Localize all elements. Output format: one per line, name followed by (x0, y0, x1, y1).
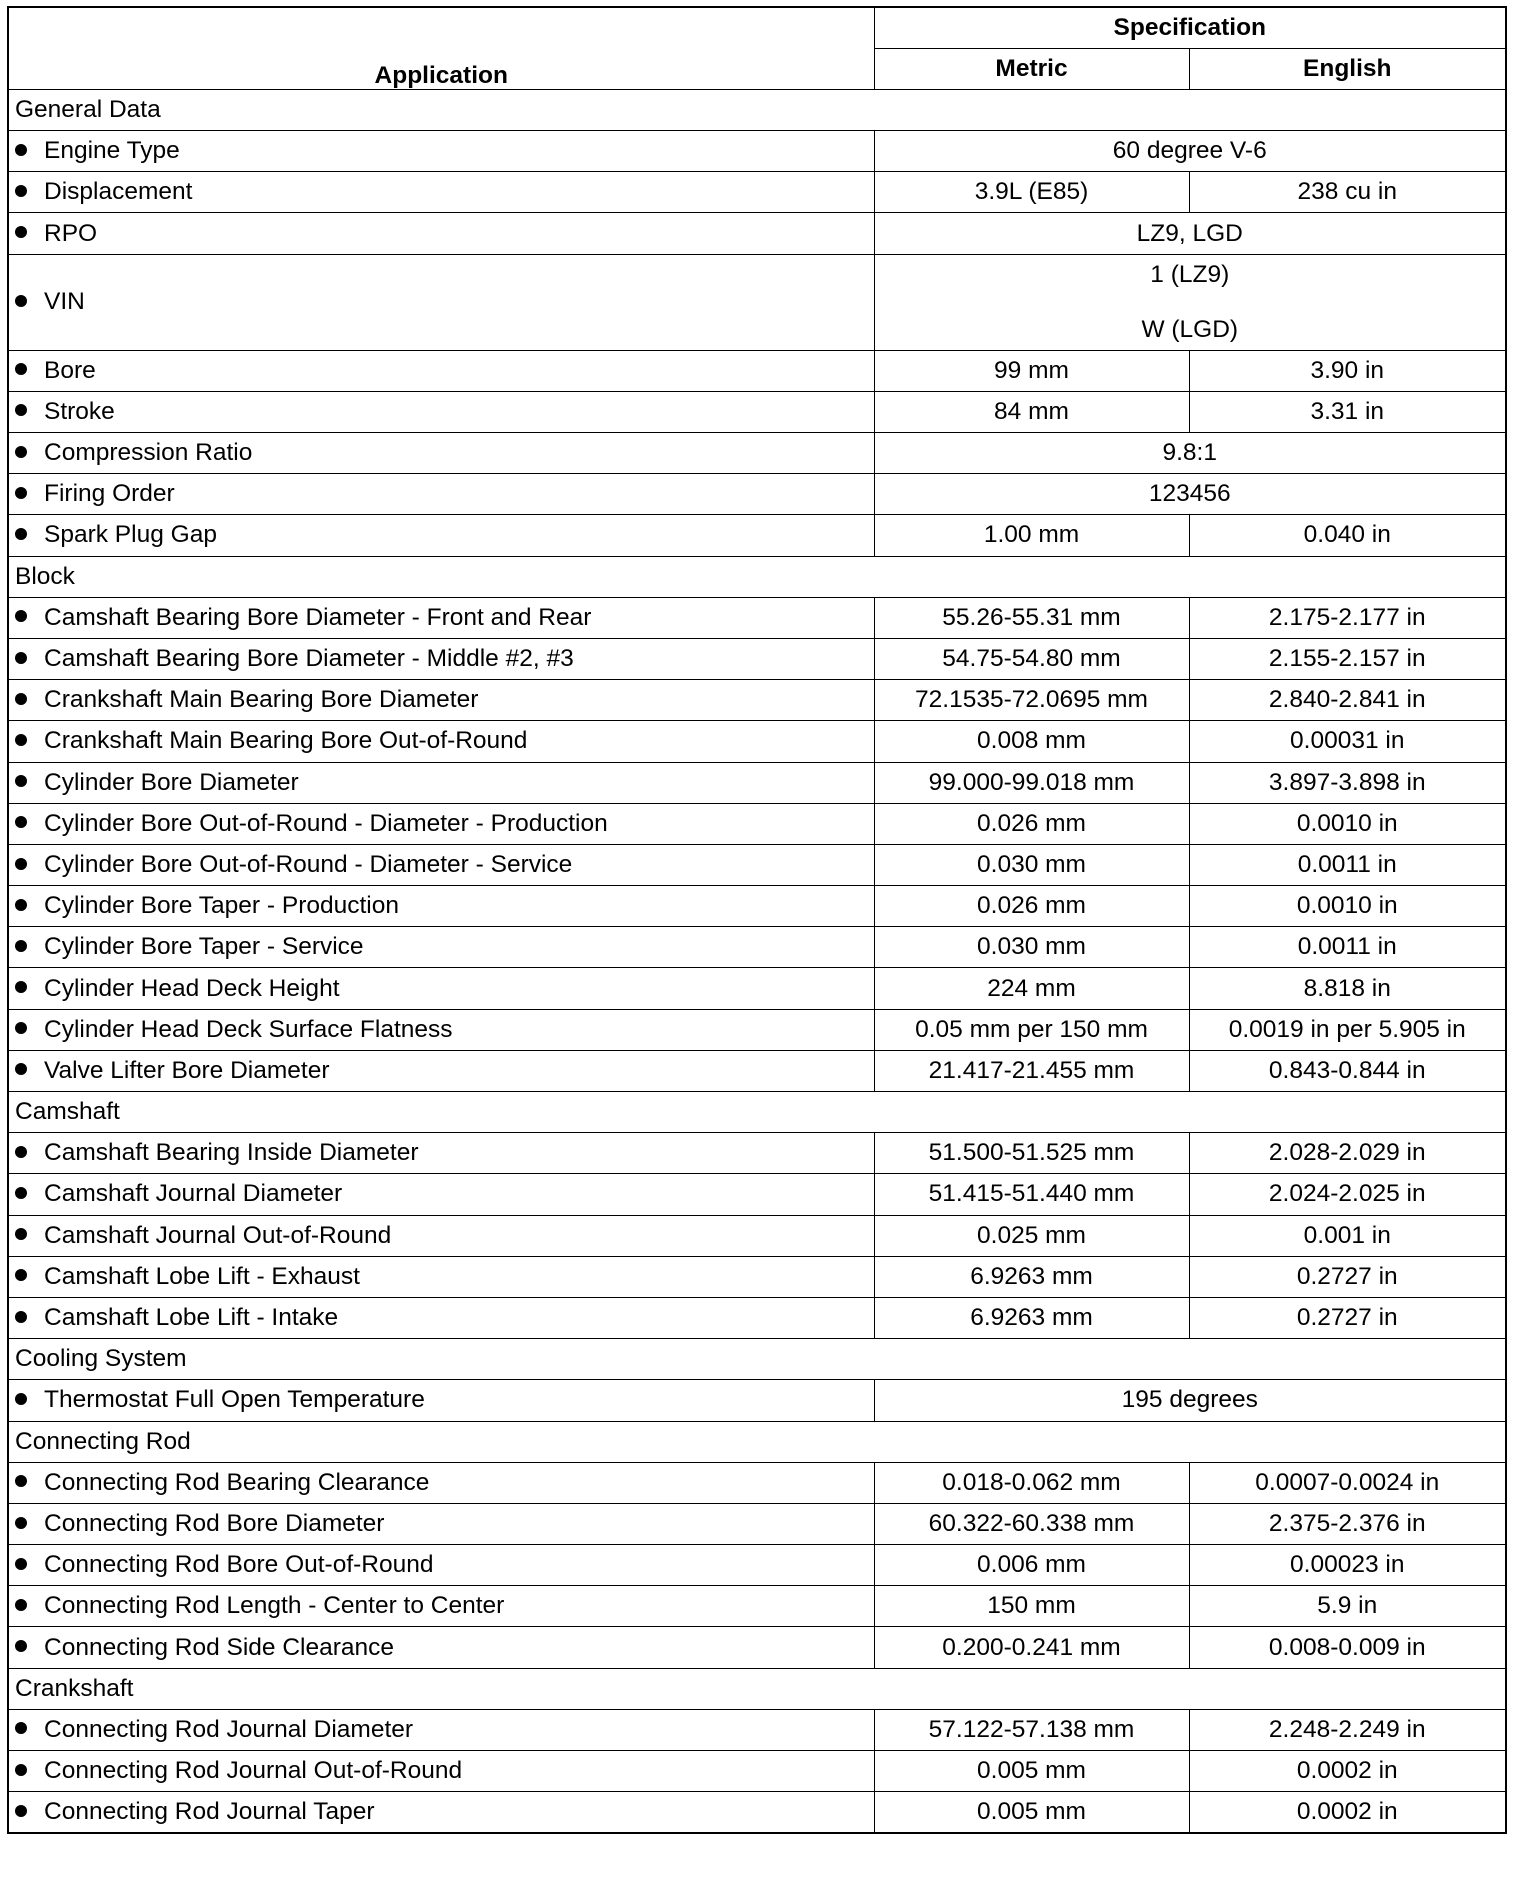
spec-row (8, 1627, 1506, 1668)
bullet-icon (15, 1599, 27, 1611)
bullet-icon (15, 1805, 27, 1817)
spec-value-line: 1 (LZ9) (1150, 260, 1230, 288)
spec-row (8, 1009, 1506, 1050)
spec-row (8, 1792, 1506, 1833)
spec-label-cell (8, 1133, 874, 1174)
specification-column-header: Specification (874, 7, 1506, 48)
spec-value-combined: 60 degree V-6 (874, 131, 1506, 172)
section-row (8, 1421, 1506, 1462)
spec-label: Camshaft Journal Out-of-Round (44, 1221, 392, 1249)
spec-label-cell (8, 886, 874, 927)
spec-value-english: 0.843-0.844 in (1189, 1050, 1506, 1091)
spec-label-cell (8, 1215, 874, 1256)
spec-value-english: 2.155-2.157 in (1189, 638, 1506, 679)
spec-value-combined: 123456 (874, 474, 1506, 515)
spec-label: RPO (44, 219, 98, 247)
spec-row (8, 1297, 1506, 1338)
spec-row (8, 968, 1506, 1009)
spec-label: Bore (44, 356, 96, 384)
spec-value-metric: 0.030 mm (874, 927, 1189, 968)
bullet-icon (15, 775, 27, 787)
spec-value-metric: 0.018-0.062 mm (874, 1462, 1189, 1503)
spec-label-cell (8, 721, 874, 762)
spec-label-cell (8, 391, 874, 432)
spec-label-cell (8, 213, 874, 254)
spec-label: Connecting Rod Length - Center to Center (44, 1592, 505, 1620)
spec-value-english: 0.0007-0.0024 in (1189, 1462, 1506, 1503)
section-title: Cooling System (8, 1339, 1506, 1380)
spec-label: Cylinder Bore Taper - Production (44, 892, 399, 920)
bullet-icon (15, 363, 27, 375)
spec-value-english: 0.0010 in (1189, 886, 1506, 927)
spec-value-english: 3.31 in (1189, 391, 1506, 432)
spec-label: Connecting Rod Journal Diameter (44, 1715, 414, 1743)
section-title: Connecting Rod (8, 1421, 1506, 1462)
bullet-icon (15, 940, 27, 952)
spec-value-combined (874, 254, 1506, 350)
spec-label: Compression Ratio (44, 439, 253, 467)
section-title: Crankshaft (8, 1668, 1506, 1709)
bullet-icon (15, 144, 27, 156)
spec-label: VIN (44, 288, 85, 316)
spec-label: Camshaft Journal Diameter (44, 1180, 343, 1208)
spec-label: Camshaft Bearing Bore Diameter - Middle #2, #3 (44, 645, 574, 673)
bullet-icon (15, 1475, 27, 1487)
spec-label: Cylinder Bore Out-of-Round - Diameter - Service (44, 850, 573, 878)
spec-value-line: W (LGD) (1141, 315, 1239, 343)
bullet-icon (15, 693, 27, 705)
spec-row (8, 1174, 1506, 1215)
spec-value-metric: 99 mm (874, 350, 1189, 391)
spec-value-metric: 21.417-21.455 mm (874, 1050, 1189, 1091)
spec-value-english: 2.248-2.249 in (1189, 1709, 1506, 1750)
spec-label: Spark Plug Gap (44, 521, 217, 549)
spec-label-cell (8, 1297, 874, 1338)
spec-row (8, 1256, 1506, 1297)
bullet-icon (15, 899, 27, 911)
spec-value-metric: 55.26-55.31 mm (874, 597, 1189, 638)
spec-label: Camshaft Bearing Inside Diameter (44, 1139, 419, 1167)
english-column-header: English (1189, 48, 1506, 89)
spec-value-english: 2.024-2.025 in (1189, 1174, 1506, 1215)
spec-label-cell (8, 1545, 874, 1586)
spec-row (8, 1215, 1506, 1256)
bullet-icon (15, 610, 27, 622)
bullet-icon (15, 1063, 27, 1075)
spec-value-english: 0.2727 in (1189, 1256, 1506, 1297)
spec-row (8, 1503, 1506, 1544)
spec-value-combined: 195 degrees (874, 1380, 1506, 1421)
spec-row (8, 515, 1506, 556)
spec-label: Camshaft Lobe Lift - Exhaust (44, 1262, 360, 1290)
spec-value-english: 0.001 in (1189, 1215, 1506, 1256)
table-body (8, 89, 1506, 1833)
bullet-icon (15, 446, 27, 458)
spec-row (8, 886, 1506, 927)
spec-value-english: 0.0011 in (1189, 844, 1506, 885)
bullet-icon (15, 816, 27, 828)
spec-label-cell (8, 927, 874, 968)
spec-value-english: 3.90 in (1189, 350, 1506, 391)
bullet-icon (15, 1722, 27, 1734)
spec-value-metric: 150 mm (874, 1586, 1189, 1627)
spec-label: Cylinder Bore Out-of-Round - Diameter - Production (44, 809, 608, 837)
spec-value-english: 2.028-2.029 in (1189, 1133, 1506, 1174)
spec-label-cell (8, 1627, 874, 1668)
spec-row (8, 803, 1506, 844)
spec-label: Cylinder Head Deck Height (44, 974, 340, 1002)
spec-value-english: 238 cu in (1189, 172, 1506, 213)
spec-value-combined: 9.8:1 (874, 433, 1506, 474)
spec-row (8, 474, 1506, 515)
spec-value-english: 0.0019 in per 5.905 in (1189, 1009, 1506, 1050)
spec-value-metric: 51.500-51.525 mm (874, 1133, 1189, 1174)
bullet-icon (15, 528, 27, 540)
spec-label-cell (8, 597, 874, 638)
spec-label-cell (8, 1709, 874, 1750)
spec-value-metric: 0.030 mm (874, 844, 1189, 885)
spec-value-metric: 3.9L (E85) (874, 172, 1189, 213)
spec-label-cell (8, 680, 874, 721)
spec-label: Thermostat Full Open Temperature (44, 1386, 425, 1414)
spec-row (8, 1545, 1506, 1586)
spec-label: Crankshaft Main Bearing Bore Out-of-Round (44, 727, 528, 755)
spec-value-english: 2.175-2.177 in (1189, 597, 1506, 638)
spec-value-metric: 0.025 mm (874, 1215, 1189, 1256)
spec-value-english: 0.2727 in (1189, 1297, 1506, 1338)
spec-label: Connecting Rod Bore Diameter (44, 1509, 385, 1537)
spec-label-cell (8, 131, 874, 172)
spec-value-metric: 0.026 mm (874, 803, 1189, 844)
spec-label-cell (8, 1792, 874, 1833)
spec-label: Connecting Rod Journal Out-of-Round (44, 1757, 463, 1785)
spec-row (8, 1709, 1506, 1750)
bullet-icon (15, 1764, 27, 1776)
section-row (8, 1668, 1506, 1709)
spec-value-metric: 54.75-54.80 mm (874, 638, 1189, 679)
spec-label-cell (8, 968, 874, 1009)
bullet-icon (15, 487, 27, 499)
spec-label: Camshaft Bearing Bore Diameter - Front and Rear (44, 603, 592, 631)
spec-label: Connecting Rod Side Clearance (44, 1633, 395, 1661)
application-column-header: Application (8, 7, 874, 89)
bullet-icon (15, 981, 27, 993)
spec-value-metric: 57.122-57.138 mm (874, 1709, 1189, 1750)
spec-label: Connecting Rod Bearing Clearance (44, 1468, 430, 1496)
spec-value-combined: LZ9, LGD (874, 213, 1506, 254)
spec-value-metric: 84 mm (874, 391, 1189, 432)
spec-row (8, 680, 1506, 721)
spec-label: Connecting Rod Journal Taper (44, 1798, 375, 1826)
spec-label-cell (8, 1174, 874, 1215)
table-header (8, 7, 1506, 89)
bullet-icon (15, 1228, 27, 1240)
spec-value-metric: 51.415-51.440 mm (874, 1174, 1189, 1215)
bullet-icon (15, 734, 27, 746)
engine-specification-table (7, 6, 1507, 1834)
spec-value-metric: 0.200-0.241 mm (874, 1627, 1189, 1668)
spec-label: Cylinder Head Deck Surface Flatness (44, 1015, 453, 1043)
spec-label-cell (8, 1586, 874, 1627)
spec-label-cell (8, 1462, 874, 1503)
spec-value-metric: 0.008 mm (874, 721, 1189, 762)
spec-label-cell (8, 474, 874, 515)
spec-value-metric: 6.9263 mm (874, 1297, 1189, 1338)
spec-label-cell (8, 762, 874, 803)
spec-label: Valve Lifter Bore Diameter (44, 1056, 330, 1084)
spec-row (8, 1462, 1506, 1503)
spec-value-metric: 1.00 mm (874, 515, 1189, 556)
section-title: General Data (8, 89, 1506, 130)
spec-row (8, 1751, 1506, 1792)
spec-value-english: 0.00031 in (1189, 721, 1506, 762)
spec-row (8, 762, 1506, 803)
spec-row (8, 254, 1506, 350)
bullet-icon (15, 404, 27, 416)
bullet-icon (15, 1311, 27, 1323)
spec-label: Cylinder Bore Taper - Service (44, 933, 364, 961)
spec-value-metric: 0.005 mm (874, 1751, 1189, 1792)
bullet-icon (15, 1393, 27, 1405)
section-row (8, 1092, 1506, 1133)
spec-label-cell (8, 1050, 874, 1091)
spec-label-cell (8, 638, 874, 679)
spec-value-english: 0.008-0.009 in (1189, 1627, 1506, 1668)
spec-label: Crankshaft Main Bearing Bore Diameter (44, 686, 479, 714)
spec-row (8, 721, 1506, 762)
spec-row (8, 350, 1506, 391)
spec-value-english: 0.0010 in (1189, 803, 1506, 844)
spec-value-english: 2.375-2.376 in (1189, 1503, 1506, 1544)
spec-label-cell (8, 803, 874, 844)
spec-row (8, 638, 1506, 679)
section-row (8, 1339, 1506, 1380)
spec-value-metric: 0.006 mm (874, 1545, 1189, 1586)
bullet-icon (15, 1187, 27, 1199)
bullet-icon (15, 1517, 27, 1529)
spec-value-metric: 6.9263 mm (874, 1256, 1189, 1297)
spec-label-cell (8, 1256, 874, 1297)
spec-value-english: 5.9 in (1189, 1586, 1506, 1627)
bullet-icon (15, 1558, 27, 1570)
spec-label: Camshaft Lobe Lift - Intake (44, 1304, 339, 1332)
section-title: Camshaft (8, 1092, 1506, 1133)
spec-label: Stroke (44, 397, 115, 425)
spec-label-cell (8, 433, 874, 474)
spec-row (8, 844, 1506, 885)
bullet-icon (15, 1269, 27, 1281)
spec-value-english: 2.840-2.841 in (1189, 680, 1506, 721)
spec-row (8, 927, 1506, 968)
spec-value-metric: 0.05 mm per 150 mm (874, 1009, 1189, 1050)
spec-value-english: 0.0002 in (1189, 1792, 1506, 1833)
metric-column-header: Metric (874, 48, 1189, 89)
bullet-icon (15, 1640, 27, 1652)
spec-value-metric: 72.1535-72.0695 mm (874, 680, 1189, 721)
spec-value-metric: 0.005 mm (874, 1792, 1189, 1833)
spec-label-cell (8, 254, 874, 350)
bullet-icon (15, 1022, 27, 1034)
spec-label: Connecting Rod Bore Out-of-Round (44, 1551, 434, 1579)
section-row (8, 556, 1506, 597)
spec-row (8, 433, 1506, 474)
bullet-icon (15, 226, 27, 238)
spec-row (8, 597, 1506, 638)
spec-value-metric: 60.322-60.338 mm (874, 1503, 1189, 1544)
spec-row (8, 1380, 1506, 1421)
spec-label-cell (8, 844, 874, 885)
spec-label: Cylinder Bore Diameter (44, 768, 299, 796)
spec-label: Firing Order (44, 480, 175, 508)
spec-label: Engine Type (44, 137, 180, 165)
bullet-icon (15, 295, 27, 307)
spec-row (8, 1133, 1506, 1174)
spec-label-cell (8, 1751, 874, 1792)
spec-row (8, 1586, 1506, 1627)
spec-row (8, 213, 1506, 254)
spec-row (8, 172, 1506, 213)
spec-value-english: 0.0002 in (1189, 1751, 1506, 1792)
spec-value-english: 3.897-3.898 in (1189, 762, 1506, 803)
spec-label-cell (8, 350, 874, 391)
spec-label-cell (8, 1503, 874, 1544)
spec-value-english: 0.0011 in (1189, 927, 1506, 968)
spec-value-metric: 99.000-99.018 mm (874, 762, 1189, 803)
spec-label-cell (8, 1380, 874, 1421)
bullet-icon (15, 652, 27, 664)
bullet-icon (15, 1146, 27, 1158)
spec-label: Displacement (44, 178, 193, 206)
spec-row (8, 131, 1506, 172)
spec-value-metric: 224 mm (874, 968, 1189, 1009)
spec-value-english: 8.818 in (1189, 968, 1506, 1009)
bullet-icon (15, 858, 27, 870)
section-title: Block (8, 556, 1506, 597)
spec-label-cell (8, 1009, 874, 1050)
spec-value-english: 0.040 in (1189, 515, 1506, 556)
section-row (8, 89, 1506, 130)
spec-value-metric: 0.026 mm (874, 886, 1189, 927)
spec-label-cell (8, 515, 874, 556)
spec-row (8, 391, 1506, 432)
header-row-top (8, 7, 1506, 48)
spec-row (8, 1050, 1506, 1091)
bullet-icon (15, 185, 27, 197)
spec-value-english: 0.00023 in (1189, 1545, 1506, 1586)
spec-label-cell (8, 172, 874, 213)
